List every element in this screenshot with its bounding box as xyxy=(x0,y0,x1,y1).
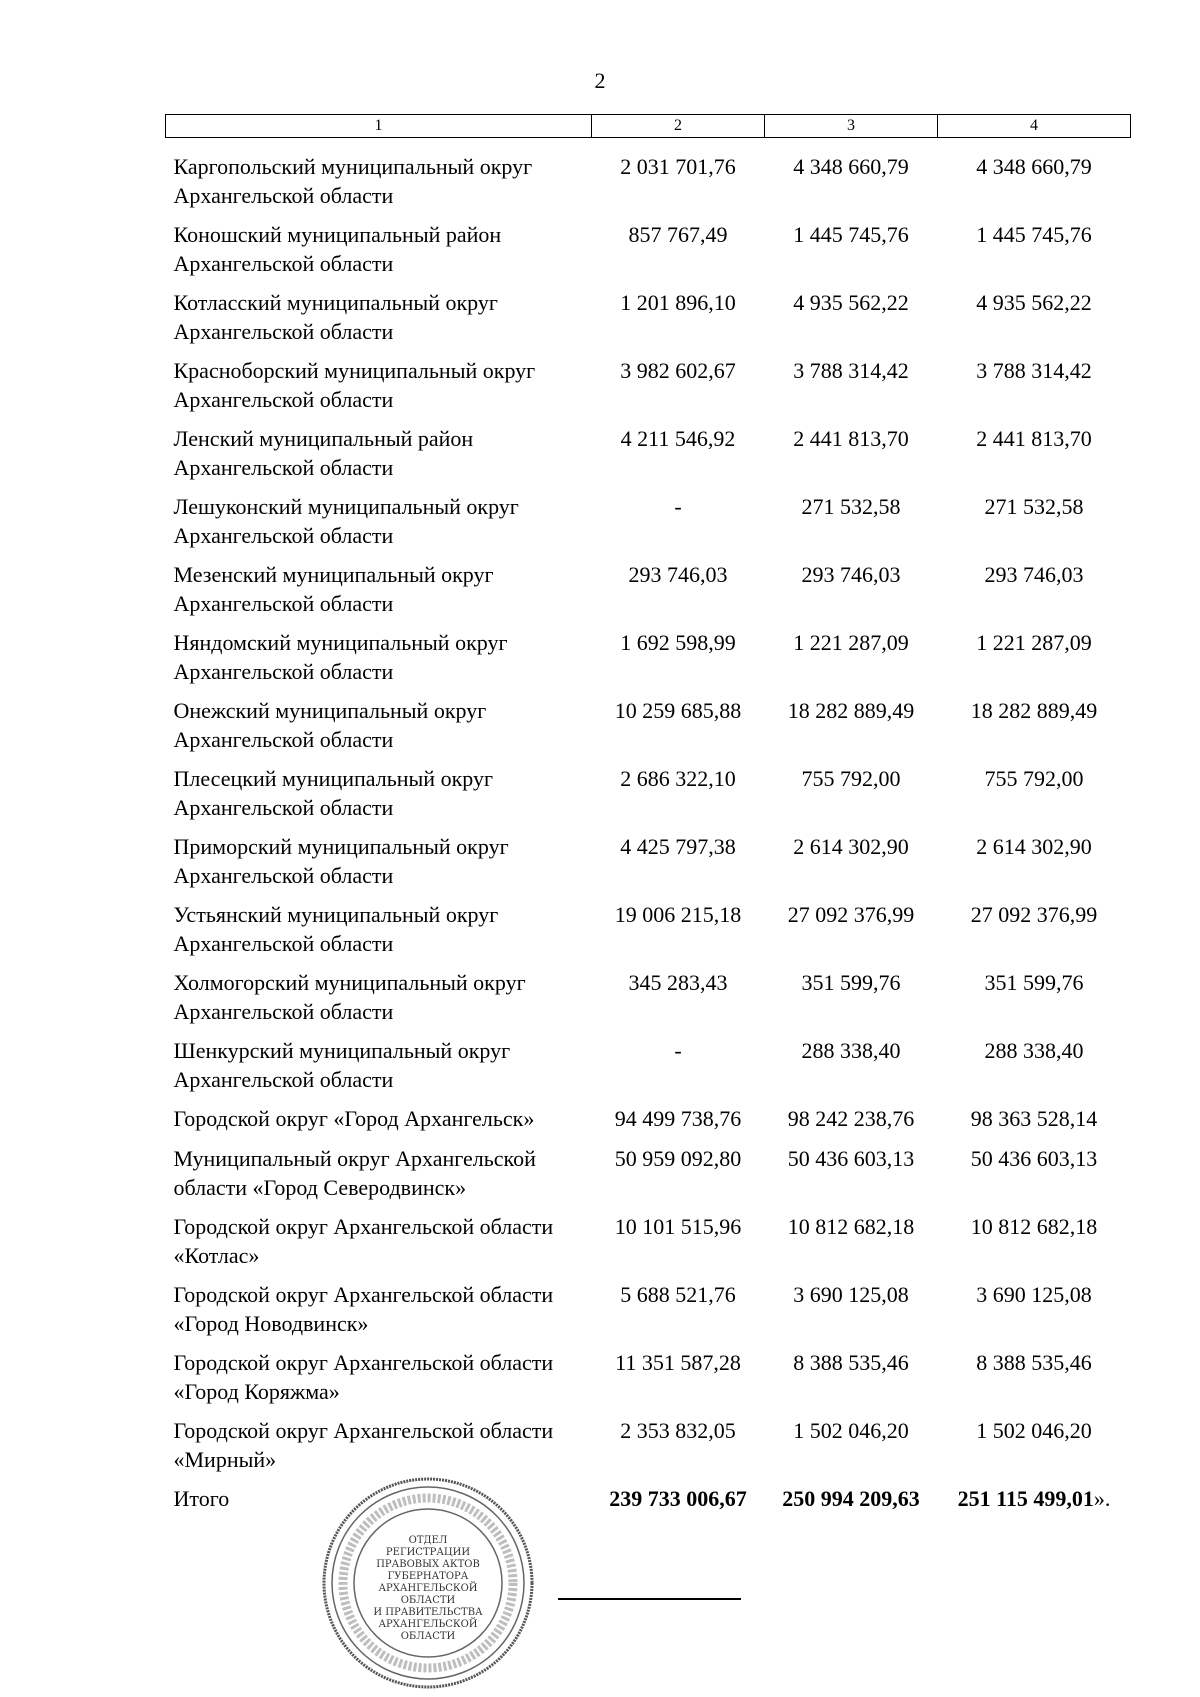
municipality-name: Городской округ Архангельской области «Город Коряжма» xyxy=(173,1350,554,1404)
municipality-name: Ленский муниципальный район Архангельской области xyxy=(173,426,474,480)
value-col-3: 3 788 314,42 xyxy=(793,358,909,383)
municipality-name: Онежский муниципальный округ Архангельской области xyxy=(173,698,487,752)
value-col-4: 271 532,58 xyxy=(984,494,1084,519)
value-col-3: 288 338,40 xyxy=(801,1038,901,1063)
table-row xyxy=(166,900,1131,968)
seal-line: И ПРАВИТЕЛЬСТВА xyxy=(373,1607,483,1618)
seal-line: РЕГИСТРАЦИИ xyxy=(385,1547,471,1558)
municipality-name: Коношский муниципальный район Архангельской области xyxy=(173,222,502,276)
municipality-name: Мезенский муниципальный округ Архангельской области xyxy=(173,562,494,616)
value-col-4: 3 788 314,42 xyxy=(976,358,1092,383)
value-col-4: 8 388 535,46 xyxy=(976,1350,1092,1375)
seal-line: ОТДЕЛ xyxy=(408,1535,448,1546)
value-col-2: 2 353 832,05 xyxy=(620,1418,736,1443)
column-header-2: 2 xyxy=(592,115,765,138)
value-col-3: 755 792,00 xyxy=(801,766,901,791)
value-col-4: 1 221 287,09 xyxy=(976,630,1092,655)
value-col-4: 1 502 046,20 xyxy=(976,1418,1092,1443)
page-number: 2 xyxy=(594,68,606,93)
value-col-2: 11 351 587,28 xyxy=(615,1350,741,1375)
value-col-3: 4 348 660,79 xyxy=(793,154,909,179)
value-col-2: 2 031 701,76 xyxy=(620,154,736,179)
value-col-2: 50 959 092,80 xyxy=(614,1146,742,1171)
municipality-name: Городской округ Архангельской области «Город Новодвинск» xyxy=(173,1282,554,1336)
value-col-3: 4 935 562,22 xyxy=(793,290,909,315)
value-col-4: 293 746,03 xyxy=(984,562,1084,587)
value-col-3: 98 242 238,76 xyxy=(787,1106,915,1131)
allocation-table xyxy=(165,114,1131,1552)
value-col-2: 345 283,43 xyxy=(628,970,728,995)
municipality-name: Устьянский муниципальный округ Архангельской области xyxy=(173,902,499,956)
seal-line: АРХАНГЕЛЬСКОЙ xyxy=(378,1583,478,1594)
total-amount: 250 994 209,63 xyxy=(782,1486,920,1511)
table-row xyxy=(166,968,1131,1036)
closing-quote: ». xyxy=(1093,1486,1111,1511)
total-amount: 239 733 006,67 xyxy=(609,1486,747,1511)
value-col-3: 271 532,58 xyxy=(801,494,901,519)
table-row xyxy=(166,1416,1131,1484)
value-col-3: 27 092 376,99 xyxy=(787,902,915,927)
seal-line: ОБЛАСТИ xyxy=(400,1595,456,1606)
municipality-name: Городской округ Архангельской области «Мирный» xyxy=(173,1418,554,1472)
municipality-name: Муниципальный округ Архангельской области «Город Северодвинск» xyxy=(173,1146,536,1200)
value-col-4: 2 441 813,70 xyxy=(976,426,1092,451)
value-col-3: 50 436 603,13 xyxy=(787,1146,915,1171)
table-row xyxy=(166,424,1131,492)
value-col-4: 3 690 125,08 xyxy=(976,1282,1092,1307)
total-row xyxy=(166,1484,1131,1552)
value-col-3: 3 690 125,08 xyxy=(793,1282,909,1307)
value-col-2: 10 101 515,96 xyxy=(614,1214,742,1239)
seal-line: ОБЛАСТИ xyxy=(400,1631,456,1642)
table-row xyxy=(166,1212,1131,1280)
municipality-name: Городской округ «Город Архангельск» xyxy=(173,1106,535,1131)
value-col-2: 5 688 521,76 xyxy=(620,1282,736,1307)
municipality-name: Холмогорский муниципальный округ Архангельской области xyxy=(173,970,526,1024)
seal-line: ГУБЕРНАТОРА xyxy=(387,1571,469,1582)
value-col-3: 18 282 889,49 xyxy=(787,698,915,723)
value-col-3: 2 614 302,90 xyxy=(793,834,909,859)
value-col-3: 351 599,76 xyxy=(801,970,901,995)
value-col-4: 4 935 562,22 xyxy=(976,290,1092,315)
table-row xyxy=(166,492,1131,560)
value-col-3: 1 502 046,20 xyxy=(793,1418,909,1443)
column-header-1: 1 xyxy=(166,115,592,138)
total-value-2 xyxy=(592,1484,765,1552)
seal-line: АРХАНГЕЛЬСКОЙ xyxy=(378,1619,478,1630)
value-col-2: 1 692 598,99 xyxy=(620,630,736,655)
table-row xyxy=(166,696,1131,764)
seal-line: ПРАВОВЫХ АКТОВ xyxy=(376,1559,480,1570)
table-row xyxy=(166,356,1131,424)
value-col-2: 4 425 797,38 xyxy=(620,834,736,859)
value-col-4: 50 436 603,13 xyxy=(970,1146,1098,1171)
table-row xyxy=(166,1104,1131,1144)
value-col-3: 8 388 535,46 xyxy=(793,1350,909,1375)
value-col-2: 94 499 738,76 xyxy=(614,1106,742,1131)
total-amount: 251 115 499,01 xyxy=(957,1486,1094,1511)
value-col-3: 293 746,03 xyxy=(801,562,901,587)
table-row xyxy=(166,288,1131,356)
signature-line xyxy=(558,1598,741,1600)
seal-inscription xyxy=(338,1535,518,1643)
value-col-4: 288 338,40 xyxy=(984,1038,1084,1063)
municipality-name: Котласский муниципальный округ Архангельской области xyxy=(173,290,498,344)
value-col-4: 1 445 745,76 xyxy=(976,222,1092,247)
value-col-2: 293 746,03 xyxy=(628,562,728,587)
table-row xyxy=(166,1144,1131,1212)
value-col-2: 3 982 602,67 xyxy=(620,358,736,383)
value-col-4: 98 363 528,14 xyxy=(970,1106,1098,1131)
value-col-4: 4 348 660,79 xyxy=(976,154,1092,179)
table-row xyxy=(166,832,1131,900)
value-col-2: 1 201 896,10 xyxy=(620,290,736,315)
value-col-2: 19 006 215,18 xyxy=(614,902,742,927)
municipality-name: Приморский муниципальный округ Архангельской области xyxy=(173,834,509,888)
municipality-name: Плесецкий муниципальный округ Архангельской области xyxy=(173,766,493,820)
municipality-name: Лешуконский муниципальный округ Архангельской области xyxy=(173,494,519,548)
value-col-3: 1 445 745,76 xyxy=(793,222,909,247)
value-col-2: 857 767,49 xyxy=(628,222,728,247)
municipality-name: Шенкурский муниципальный округ Архангельской области xyxy=(173,1038,511,1092)
table-row xyxy=(166,1036,1131,1104)
column-header-4: 4 xyxy=(938,115,1131,138)
total-value-3 xyxy=(765,1484,938,1552)
value-col-4: 2 614 302,90 xyxy=(976,834,1092,859)
table-row xyxy=(166,764,1131,832)
value-col-2: 10 259 685,88 xyxy=(614,698,742,723)
table-header-row xyxy=(166,115,1131,138)
value-col-4: 755 792,00 xyxy=(984,766,1084,791)
table-row xyxy=(166,220,1131,288)
value-col-4: 18 282 889,49 xyxy=(970,698,1098,723)
value-col-2: 2 686 322,10 xyxy=(620,766,736,791)
table-body xyxy=(166,138,1131,1553)
value-col-2: - xyxy=(674,494,682,519)
value-col-3: 10 812 682,18 xyxy=(787,1214,915,1239)
municipality-name: Городской округ Архангельской области «Котлас» xyxy=(173,1214,554,1268)
value-col-4: 351 599,76 xyxy=(984,970,1084,995)
total-value-4 xyxy=(938,1484,1131,1552)
value-col-4: 27 092 376,99 xyxy=(970,902,1098,927)
value-col-4: 10 812 682,18 xyxy=(970,1214,1098,1239)
table-row xyxy=(166,1348,1131,1416)
table-row xyxy=(166,628,1131,696)
column-header-3: 3 xyxy=(765,115,938,138)
table-row xyxy=(166,560,1131,628)
municipality-name: Няндомский муниципальный округ Архангельской области xyxy=(173,630,508,684)
value-col-2: - xyxy=(674,1038,682,1063)
value-col-2: 4 211 546,92 xyxy=(620,426,736,451)
total-label: Итого xyxy=(173,1486,230,1511)
value-col-3: 1 221 287,09 xyxy=(793,630,909,655)
table-row xyxy=(166,1280,1131,1348)
municipality-name: Каргопольский муниципальный округ Архангельской области xyxy=(173,154,533,208)
table-row xyxy=(166,152,1131,220)
value-col-3: 2 441 813,70 xyxy=(793,426,909,451)
municipality-name: Красноборский муниципальный округ Архангельской области xyxy=(173,358,536,412)
